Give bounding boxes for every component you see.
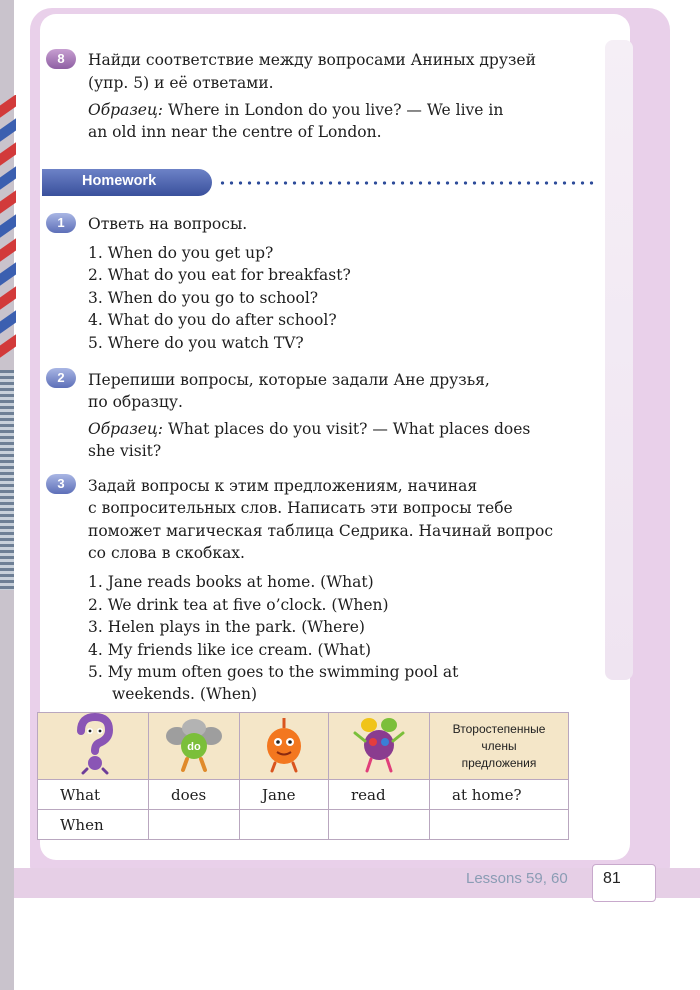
table-cell: Jane [240, 780, 329, 810]
task-3-item: 5. My mum often goes to the swimming pool at [88, 663, 459, 681]
task-2-text-line1: Перепиши вопросы, которые задали Ане друзья, [88, 371, 490, 389]
secondary-members-header-cell [430, 713, 569, 780]
task-1-badge: 1 [46, 213, 76, 233]
task-1-instruction: Ответь на вопросы. [88, 215, 248, 233]
table-cell [329, 810, 430, 840]
ticket-decoration [0, 370, 14, 590]
exercise-8-badge: 8 [46, 49, 76, 69]
exercise-8-text-line1: Найди соответствие между вопросами Аниных друзей [88, 51, 536, 69]
cedric-magic-table [37, 712, 569, 840]
page-number: 81 [603, 870, 621, 887]
task-1-item: 5. Where do you watch TV? [88, 334, 304, 352]
table-cell [240, 810, 329, 840]
table-row [38, 780, 569, 810]
orange-character-cell [240, 713, 329, 780]
table-cell [149, 810, 240, 840]
example-label: Образец: [88, 101, 163, 119]
right-edge-decoration [605, 40, 633, 680]
task-3-text-line1: Задай вопросы к этим предложениям, начиная [88, 477, 478, 495]
task-1-item: 3. When do you go to school? [88, 289, 319, 307]
task-3-text-line2: с вопросительных слов. Написать эти вопросы тебе [88, 499, 513, 517]
airmail-stripe-decoration [0, 95, 16, 365]
task-3-text-line3: поможет магическая таблица Седрика. Начинай вопрос [88, 522, 554, 540]
example-text: Where in London do you live? — We live in [167, 101, 504, 119]
task-2-example-line1 [88, 418, 530, 440]
task-2-badge: 2 [46, 368, 76, 388]
exercise-8-example-line2: an old inn near the centre of London. [88, 123, 382, 141]
task-2-example-line2: she visit? [88, 442, 162, 460]
table-cell: does [149, 780, 240, 810]
task-3-item: 1. Jane reads books at home. (What) [88, 573, 374, 591]
page-number-box [592, 864, 656, 902]
table-row [38, 810, 569, 840]
task-3-item: 4. My friends like ice cream. (What) [88, 641, 372, 659]
table-cell: What [38, 780, 149, 810]
table-cell [430, 810, 569, 840]
exercise-8-example-line1 [88, 99, 503, 121]
task-2-text-line2: по образцу. [88, 393, 183, 411]
lessons-label: Lessons 59, 60 [466, 870, 568, 887]
task-1-item: 2. What do you eat for breakfast? [88, 266, 351, 284]
homework-dotted-rule [218, 181, 594, 185]
task-3-text-line4: со слова в скобках. [88, 544, 245, 562]
orange-character-icon [259, 714, 309, 774]
task-3-item: 3. Helen plays in the park. (Where) [88, 618, 365, 636]
table-cell: at home? [430, 780, 569, 810]
table-header-row [38, 713, 569, 780]
task-3-item: 2. We drink tea at five o’clock. (When) [88, 596, 389, 614]
task-3-item-continuation: weekends. (When) [112, 685, 258, 703]
do-character-icon [161, 714, 227, 774]
question-mark-character-icon [63, 713, 123, 775]
table-cell: When [38, 810, 149, 840]
example-text: What places do you visit? — What places does [167, 420, 531, 438]
exercise-8-text-line2: (упр. 5) и её ответами. [88, 74, 274, 92]
table-cell: read [329, 780, 430, 810]
do-character-cell [149, 713, 240, 780]
dancing-character-icon [349, 713, 409, 775]
secondary-members-header-line3: предложения [461, 755, 537, 770]
task-3-badge: 3 [46, 474, 76, 494]
question-mark-character-cell [38, 713, 149, 780]
dancing-character-cell [329, 713, 430, 780]
do-character-label: do [187, 741, 201, 753]
example-label: Образец: [88, 420, 163, 438]
secondary-members-header-line2: члены [481, 738, 517, 753]
homework-title: Homework [82, 173, 157, 189]
task-1-item: 1. When do you get up? [88, 244, 274, 262]
secondary-members-header-line1: Второстепенные [452, 721, 546, 736]
task-1-item: 4. What do you do after school? [88, 311, 337, 329]
